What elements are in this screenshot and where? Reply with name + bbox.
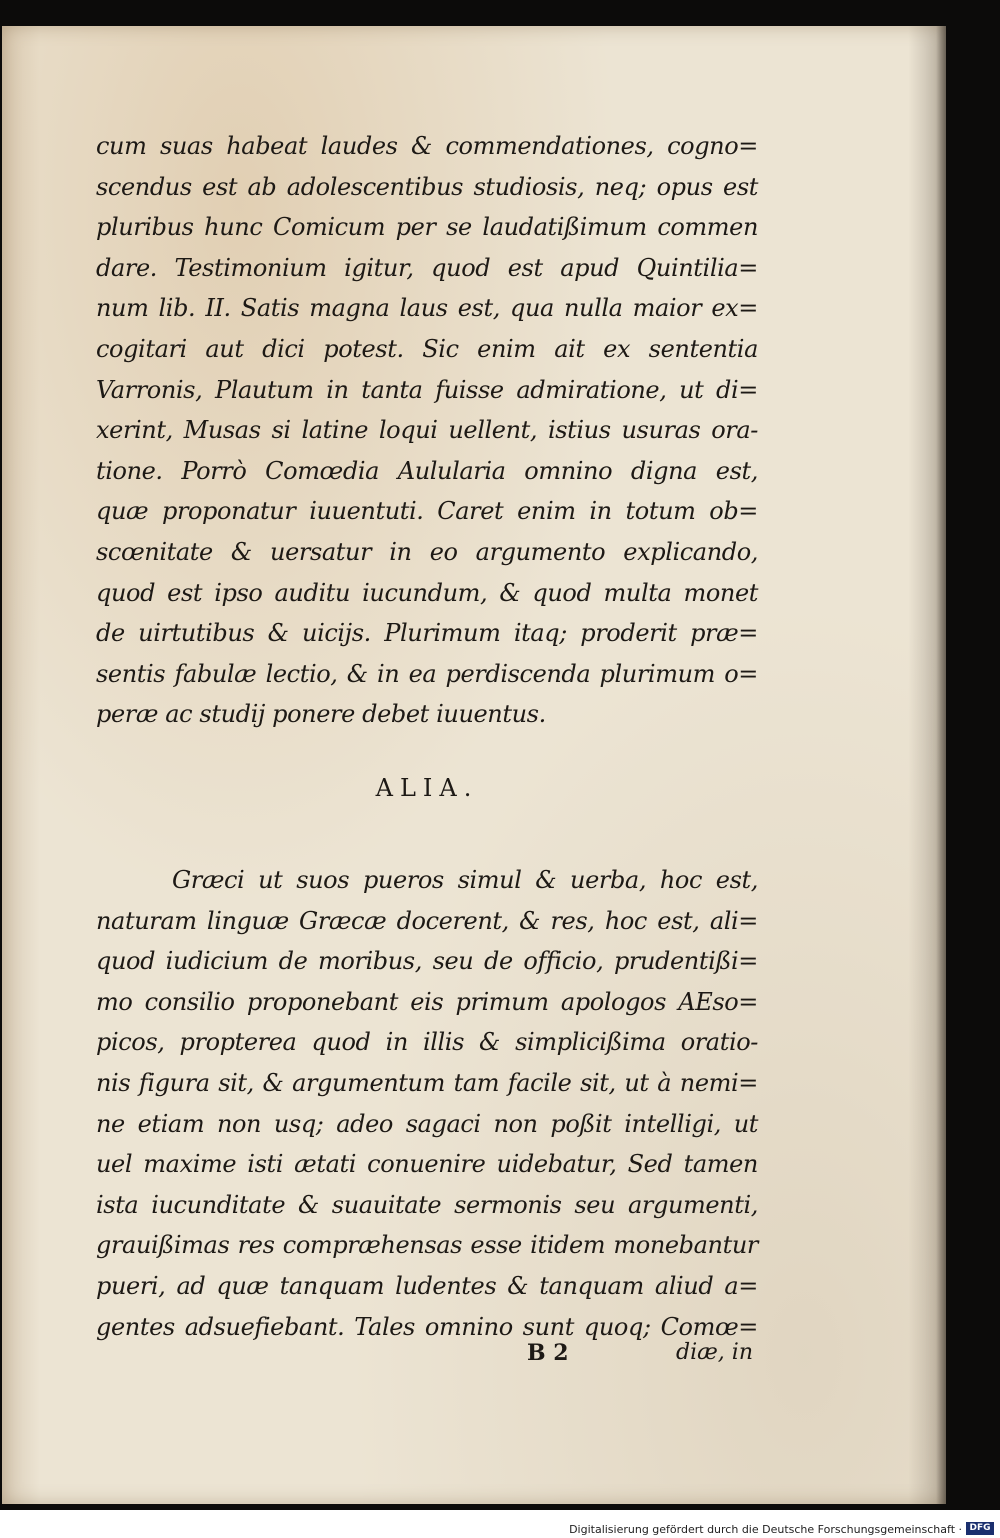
text-line: quod iudicium de moribus, seu de officio, prudentißi=: [96, 947, 758, 976]
text-line: pueri, ad quæ tanquam ludentes & tanquam aliud a=: [96, 1271, 758, 1300]
text-line: sentis fabulæ lectio, & in ea perdiscenda plurimum o=: [96, 659, 758, 688]
text-line: num lib. II. Satis magna laus est, qua nulla maior ex=: [96, 294, 758, 323]
text-line-last: peræ ac studij ponere debet iuuentus.: [96, 700, 546, 729]
text-line: gentes adsuefiebant. Tales omnino sunt quoq; Comœ=: [96, 1312, 758, 1341]
text-line: nis figura sit, & argumentum tam facile sit, ut à nemi=: [96, 1068, 758, 1097]
text-line-indented: Græci ut suos pueros simul & uerba, hoc est,: [172, 866, 758, 894]
text-line: xerint, Musas si latine loqui uellent, istius usuras ora-: [96, 416, 758, 445]
text-line: picos, propterea quod in illis & simplicißima oratio-: [96, 1028, 758, 1057]
text-line: Varronis, Plautum in tanta fuisse admiratione, ut di=: [96, 375, 758, 404]
text-line: dare. Testimonium igitur, quod est apud Quintilia=: [96, 253, 758, 282]
catchword: diæ, in: [676, 1340, 753, 1365]
text-line: ista iucunditate & suauitate sermonis seu argumenti,: [96, 1190, 758, 1219]
text-line: uel maxime isti ætati conuenire uidebatur, Sed tamen: [96, 1150, 758, 1179]
text-line: tione. Porrò Comœdia Aulularia omnino digna est,: [96, 456, 758, 485]
text-line: mo consilio proponebant eis primum apologos AEso=: [96, 987, 758, 1016]
paragraph-1: [96, 126, 758, 735]
text-line: cum suas habeat laudes & commendationes, cogno=: [96, 132, 758, 160]
text-line: quod est ipso auditu iucundum, & quod multa monet: [96, 578, 758, 607]
text-line: de uirtutibus & uicijs. Plurimum itaq; proderit præ=: [96, 619, 758, 648]
text-line: quæ proponatur iuuentuti. Caret enim in totum ob=: [96, 497, 758, 526]
text-line: ne etiam non usq; adeo sagaci non poßit intelligi, ut: [96, 1109, 758, 1138]
text-line: grauißimas res compræhensas esse itidem monebantur: [96, 1231, 758, 1260]
dfg-logo-icon: DFG: [966, 1522, 994, 1535]
text-line: scœnitate & uersatur in eo argumento explicando,: [96, 537, 758, 566]
text-line: naturam linguæ Græcæ docerent, & res, hoc est, ali=: [96, 906, 758, 935]
signature-mark: B 2: [527, 1340, 569, 1366]
text-line: pluribus hunc Comicum per se laudatißimum commen: [96, 213, 758, 242]
text-line: scendus est ab adolescentibus studiosis, neq; opus est: [96, 172, 758, 201]
text-line: cogitari aut dici potest. Sic enim ait ex sententia: [96, 334, 758, 363]
footer-credit: Digitalisierung gefördert durch die Deutsche Forschungsgemeinschaft ·: [569, 1523, 962, 1536]
section-heading: ALIA.: [375, 774, 479, 802]
page-edge-shadow: [936, 26, 946, 1504]
paragraph-2: [96, 860, 758, 1347]
